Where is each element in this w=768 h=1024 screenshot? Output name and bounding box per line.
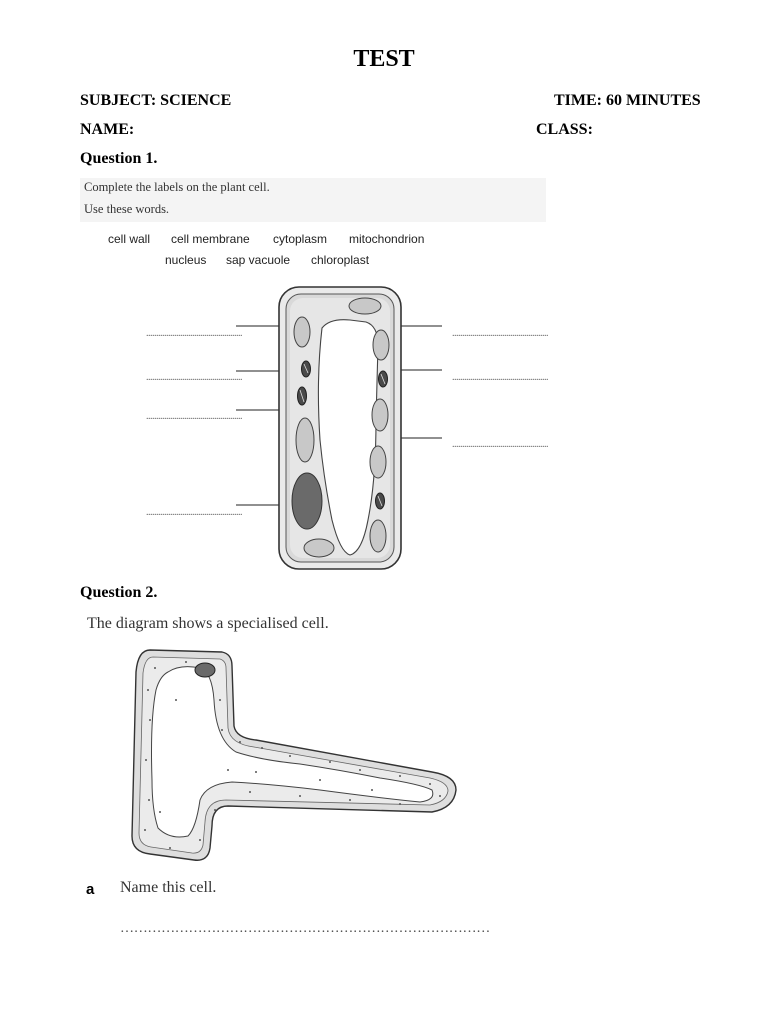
label-blank-right-2[interactable]: ................................................ (452, 372, 548, 383)
question1-heading: Question 1. (80, 150, 158, 167)
label-blank-left-3[interactable]: ................................................ (146, 411, 242, 422)
word-mitochondrion: mitochondrion (349, 232, 425, 246)
word-cell-membrane: cell membrane (171, 232, 250, 246)
part-a-letter: a (86, 881, 95, 898)
label-blank-right-3[interactable]: ................................................ (452, 439, 548, 450)
word-cell-wall: cell wall (108, 232, 151, 246)
question2-heading: Question 2. (80, 584, 158, 601)
label-blank-left-2[interactable]: ................................................ (146, 372, 242, 383)
part-a-answer-line[interactable]: ……………………………………………………………………… (120, 921, 490, 936)
question2-intro: The diagram shows a specialised cell. (87, 615, 329, 632)
word-chloroplast: chloroplast (311, 253, 370, 267)
word-nucleus: nucleus (165, 253, 207, 267)
label-blank-left-1[interactable]: ................................................ (146, 328, 242, 339)
word-cytoplasm: cytoplasm (273, 232, 328, 246)
word-sap-vacuole: sap vacuole (226, 253, 291, 267)
instruction-line1: Complete the labels on the plant cell. (84, 180, 270, 194)
part-a-question: Name this cell. (120, 879, 217, 896)
time-label: TIME: 60 MINUTES (554, 92, 701, 109)
label-blank-left-4[interactable]: ................................................ (146, 507, 242, 518)
nucleus-q2 (195, 663, 215, 677)
subject-label: SUBJECT: SCIENCE (80, 92, 232, 109)
name-label: NAME: (80, 121, 135, 138)
page-title: TEST (353, 46, 415, 72)
instruction-line2: Use these words. (84, 202, 170, 216)
class-label: CLASS: (536, 121, 593, 138)
label-blank-right-1[interactable]: ................................................ (452, 328, 548, 339)
